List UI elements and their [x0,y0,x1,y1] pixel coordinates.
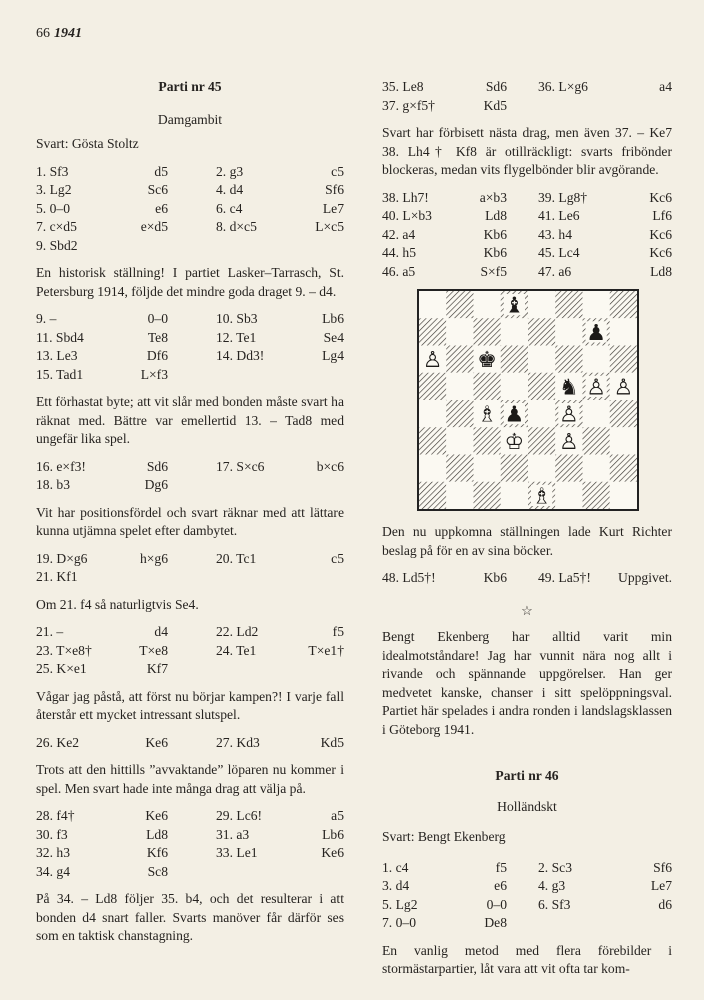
dark-square [419,427,446,454]
move-cell: b×c6 [316,458,344,474]
move-row [36,568,344,587]
black-player: Svart: Bengt Ekenberg [382,829,506,844]
move-cell: 10. Sb3 [216,311,258,326]
move-cell: 2. Sc3 [538,859,572,875]
dark-square [474,427,501,454]
move-cell: L×c5 [315,219,344,234]
light-square [528,455,555,482]
move-cell: Sc8 [147,863,168,879]
move-row [36,181,344,200]
move-list [36,807,344,881]
move-cell: 4. g3 [538,878,566,893]
annotation: Vit har positionsfördel och svart räknar med att lättare kunna utjämna spelet efter dambytet. [36,504,344,538]
move-list [36,623,344,679]
dark-square [555,455,582,482]
move-cell: Ld8 [146,826,168,842]
move-cell: 5. Lg2 [382,896,418,912]
move-cell: 35. Le8 [382,79,424,94]
dark-square [501,346,528,373]
move-list [382,859,672,933]
move-cell: 15. Tad1 [36,366,84,382]
move-list [36,734,344,753]
light-square [555,318,582,345]
left-column [36,78,344,955]
move-cell: 6. Sf3 [538,896,571,912]
move-cell: 25. K×e1 [36,661,87,676]
star-divider-icon: ☆ [521,602,533,618]
move-cell: L×f3 [140,366,168,382]
light-square [528,291,555,318]
move-cell: 34. g4 [36,863,70,879]
move-cell: 39. Lg8† [538,189,588,205]
move-cell: d6 [658,896,672,912]
chess-piece-icon: ♙ [559,402,579,428]
move-list [36,550,344,587]
move-cell: 36. L×g6 [538,79,588,94]
chess-piece-icon: ♗ [477,402,497,428]
move-row [36,458,344,477]
right-column [382,78,672,988]
move-cell: 37. g×f5† [382,97,435,113]
move-cell: Sf6 [325,182,344,197]
move-list [36,163,344,256]
dark-square [583,482,610,509]
move-cell: Kb6 [483,570,507,585]
annotation: Den nu uppkomna ställningen lade Kurt Richter beslag på för en av sina böcker. [382,524,672,558]
annotation: På 34. – Ld8 följer 35. b4, och det resulterar i att bonden d4 snart faller. Svarts manöver får därför ses som en taktisk chanstagning. [36,891,344,943]
move-cell: 6. c4 [216,200,243,216]
dark-square [419,482,446,509]
annotation: Ett förhastat byte; att vit slår med bonden måste svart ha räknat med. Bättre var emellertid 13. – Tad8 med ungefär lika spel. [36,394,344,446]
move-row [36,550,344,569]
move-cell: 14. Dd3! [216,348,265,363]
move-cell: 17. S×c6 [216,458,265,474]
annotation: Trots att den hittills ”avvaktande” löparen nu kommer i spel. Men svart hade inte många drag att välja på. [36,762,344,796]
light-square [446,318,473,345]
chess-piece-icon: ♟ [586,320,606,346]
move-cell: 0–0 [147,311,168,326]
move-cell: 9. Sbd2 [36,237,78,253]
move-cell: 46. a5 [382,263,416,279]
move-cell: Ke6 [321,845,344,860]
move-cell: Ke6 [145,734,168,750]
move-cell: Le7 [650,878,672,893]
light-square [610,427,637,454]
move-cell: 8. d×c5 [216,219,257,234]
move-cell: Sf6 [653,859,672,875]
header-year: 1941 [54,26,82,41]
game-title: Parti nr 46 [495,768,559,783]
move-row [36,826,344,845]
move-row [382,914,672,933]
move-cell: 49. La5†! [538,570,591,585]
move-cell: Te8 [147,329,168,345]
dark-square [555,291,582,318]
light-square [583,455,610,482]
dark-square [474,318,501,345]
move-list [36,458,344,495]
chess-piece-icon: ♝ [504,293,525,319]
move-cell: f5 [495,859,507,875]
move-list [382,569,672,588]
page-number: 66 [36,26,50,41]
move-cell: Kb6 [483,245,507,260]
dark-square [583,427,610,454]
move-row [36,366,344,385]
move-row [36,863,344,882]
move-cell: 3. Lg2 [36,182,72,197]
move-row [382,569,672,588]
light-square [419,291,446,318]
light-square [528,346,555,373]
light-square [610,482,637,509]
move-cell: 21. – [36,624,64,639]
move-row [382,97,672,116]
move-cell: 4. d4 [216,182,244,197]
move-cell: Df6 [146,348,168,363]
move-cell: Lb6 [322,311,344,326]
move-cell: 26. Ke2 [36,734,80,750]
move-row [36,642,344,661]
move-cell: 24. Te1 [216,642,257,658]
move-row [382,207,672,226]
move-cell: d5 [154,163,168,179]
move-cell: 41. Le6 [538,208,580,223]
light-square [583,346,610,373]
move-cell: 18. b3 [36,477,70,492]
move-cell: 1. c4 [382,859,409,875]
move-row [382,263,672,282]
light-square [474,455,501,482]
move-row [382,189,672,208]
opening-name: Damgambit [157,111,223,127]
move-cell: Sd6 [146,458,168,474]
move-row [382,896,672,915]
annotation: Om 21. f4 så naturligtvis Se4. [36,596,199,612]
move-row [382,226,672,245]
move-cell: Kf7 [146,661,168,676]
dark-square [610,455,637,482]
move-cell: 3. d4 [382,878,410,893]
move-cell: 0–0 [486,896,507,912]
chess-diagram [417,289,639,511]
annotation: En historisk ställning! I partiet Lasker–Tarrasch, St. Petersburg 1914, följde det mindre goda draget 9. – d4. [36,265,344,299]
light-square [446,373,473,400]
move-cell: e6 [494,878,507,893]
dark-square [610,346,637,373]
move-row [36,237,344,256]
move-row [36,807,344,826]
chess-piece-icon: ♙ [422,348,443,374]
move-cell: 16. e×f3! [36,458,86,474]
move-row [36,200,344,219]
move-cell: 19. D×g6 [36,550,88,566]
move-row [36,163,344,182]
move-cell: Ld8 [650,263,672,279]
light-square [583,291,610,318]
move-cell: a5 [331,808,344,823]
move-cell: a×b3 [479,189,507,205]
move-cell: 23. T×e8† [36,642,92,658]
move-cell: Kc6 [649,245,672,260]
move-row [36,844,344,863]
move-cell: 7. 0–0 [382,915,416,930]
move-cell: Lg4 [322,348,344,363]
chess-piece-icon: ♙ [559,429,579,455]
chess-piece-icon: ♔ [504,429,525,455]
dark-square [446,400,473,427]
move-cell: S×f5 [480,263,507,279]
move-cell: 38. Lh7! [382,189,429,205]
game-introduction: Bengt Ekenberg har alltid varit min idealmotståndare! Jag har vunnit nära nog allt i rivande och spännande uppgörelser. Han ger medvetet kanske, chanser i sitt spelöppningsval. Partiet här spelades i andra ronden i landslagsklassen i Göteborg 1941. [382,629,672,737]
move-row [36,347,344,366]
move-cell: 20. Tc1 [216,550,257,566]
light-square [501,482,528,509]
light-square [583,400,610,427]
move-cell: Kd5 [320,734,344,750]
move-cell: Se4 [323,329,344,345]
move-cell: Le7 [322,200,344,216]
move-row [36,329,344,348]
chess-piece-icon: ♚ [477,348,497,374]
move-cell: 42. a4 [382,226,416,242]
move-cell: e×d5 [140,219,168,234]
light-square [419,455,446,482]
move-cell: 1. Sf3 [36,163,69,179]
move-cell: Kf6 [146,845,168,860]
move-cell: f5 [332,624,344,639]
light-square [446,482,473,509]
move-cell: Sd6 [485,79,507,94]
move-cell: Ke6 [145,808,168,823]
move-row [36,734,344,753]
move-list [382,189,672,282]
move-cell: Ld8 [485,208,507,223]
light-square [446,427,473,454]
move-cell: 45. Lc4 [538,245,580,260]
move-row [382,244,672,263]
move-cell: T×e8 [139,642,168,658]
dark-square [555,346,582,373]
chess-piece-icon: ♙ [613,375,634,401]
move-list [382,78,672,115]
chess-piece-icon: ♙ [586,375,606,401]
move-cell: 27. Kd3 [216,734,260,750]
move-cell: De8 [484,915,507,930]
move-cell: 22. Ld2 [216,624,259,639]
dark-square [446,455,473,482]
move-cell: 21. Kf1 [36,569,78,584]
move-cell: 28. f4† [36,808,75,823]
move-cell: 11. Sbd4 [36,329,84,345]
move-cell: 29. Lc6! [216,808,263,823]
move-list [36,310,344,384]
move-row [36,623,344,642]
move-cell: 31. a3 [216,826,250,842]
chess-piece-icon: ♟ [504,402,525,428]
move-cell: 40. L×b3 [382,208,432,223]
chess-board-svg [419,291,637,509]
dark-square [474,373,501,400]
game-title: Parti nr 45 [158,79,222,94]
light-square [555,482,582,509]
move-cell: Dg6 [144,477,168,492]
move-cell: d4 [154,624,168,639]
move-cell: c5 [331,163,344,179]
move-cell: 13. Le3 [36,348,78,363]
move-cell: 47. a6 [538,263,572,279]
light-square [610,318,637,345]
move-cell: 32. h3 [36,845,70,860]
move-cell: 43. h4 [538,226,572,242]
chess-piece-icon: ♞ [559,375,579,401]
page-header [36,26,82,42]
move-row [36,310,344,329]
annotation: Svart har förbisett nästa drag, men även 37. – Ke7 38. Lh4† Kf8 är otillräckligt: svarts fribönder blockeras, medan vits flygelbönder blir avgörande. [382,125,672,177]
opening-name: Holländskt [497,798,557,814]
annotation: En vanlig metod med flera förebilder i stormästarpartier, låt vara att vit ofta tar kom- [382,942,672,976]
dark-square [419,318,446,345]
light-square [501,318,528,345]
move-cell: 12. Te1 [216,329,257,345]
move-cell: 33. Le1 [216,845,258,860]
move-row [382,859,672,878]
light-square [501,373,528,400]
chess-piece-icon: ♗ [531,484,552,509]
light-square [419,400,446,427]
move-row [36,476,344,495]
dark-square [419,373,446,400]
move-row [382,78,672,97]
move-cell: 2. g3 [216,163,244,179]
dark-square [610,291,637,318]
dark-square [446,291,473,318]
move-row [36,660,344,679]
move-cell: e6 [155,200,168,216]
light-square [528,400,555,427]
black-player: Svart: Gösta Stoltz [36,136,139,151]
dark-square [528,318,555,345]
move-cell: Uppgivet. [618,570,672,585]
move-cell: h×g6 [139,550,168,566]
move-row [36,218,344,237]
dark-square [528,427,555,454]
dark-square [474,482,501,509]
move-cell: Kc6 [649,226,672,242]
move-cell: Sc6 [147,182,168,197]
dark-square [446,346,473,373]
light-square [474,291,501,318]
move-cell: Kb6 [483,226,507,242]
move-cell: Kc6 [649,189,672,205]
move-cell: Kd5 [483,97,507,113]
move-cell: 9. – [36,311,57,326]
move-cell: T×e1† [308,642,344,658]
move-cell: 7. c×d5 [36,219,77,234]
move-cell: a4 [659,79,672,94]
annotation: Vågar jag påstå, att först nu börjar kampen?! I varje fall återstår ett mycket intressant slutspel. [36,688,344,722]
move-cell: c5 [331,550,344,566]
dark-square [501,455,528,482]
dark-square [610,400,637,427]
move-cell: Lb6 [322,826,344,842]
move-cell: 44. h5 [382,245,416,260]
move-cell: 5. 0–0 [36,200,70,216]
move-row [382,877,672,896]
move-cell: 30. f3 [36,826,68,842]
move-cell: Lf6 [652,208,672,223]
move-cell: 48. Ld5†! [382,570,436,585]
dark-square [528,373,555,400]
